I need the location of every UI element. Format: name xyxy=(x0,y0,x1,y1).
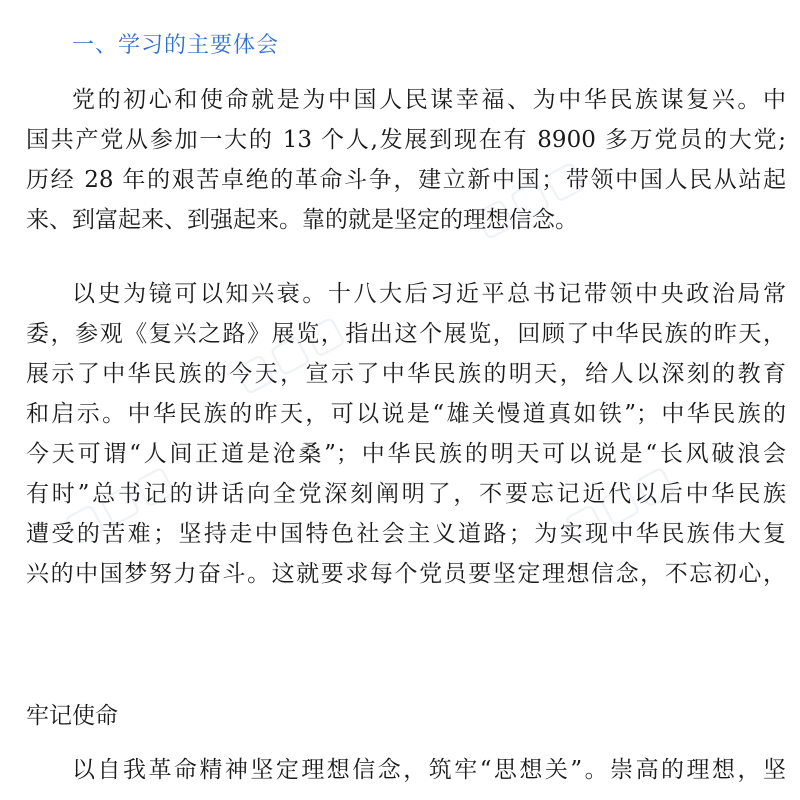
paragraph-line: 以自我革命精神坚定理想信念，筑牢“思想关”。崇高的理想，坚 xyxy=(72,757,786,783)
watermark: ▢▢▢ xyxy=(226,304,354,402)
paragraph-line: 以史为镜可以知兴衰。十八大后习近平总书记带领中央政治局常 xyxy=(72,281,786,307)
watermark: ▢▢▢ xyxy=(56,454,184,552)
paragraph-line: 遭受的苦难；坚持走中国特色社会主义道路；为实现中华民族伟大复 xyxy=(26,521,786,547)
paragraph-line: 历经 28 年的艰苦卓绝的革命斗争，建立新中国；带领中国人民从站起 xyxy=(26,167,786,193)
paragraph-line: 兴的中国梦努力奋斗。这就要求每个党员要坚定理想信念，不忘初心， xyxy=(26,561,786,587)
paragraph-line: 委，参观《复兴之路》展览，指出这个展览，回顾了中华民族的昨天， xyxy=(26,321,786,347)
paragraph-line: 国共产党从参加一大的 13 个人,发展到现在有 8900 多万党员的大党; xyxy=(26,127,786,153)
section-heading: 一、学习的主要体会 xyxy=(72,33,280,58)
paragraph-line: 和启示。中华民族的昨天，可以说是“雄关慢道真如铁”；中华民族的 xyxy=(26,401,786,427)
paragraph-line: 展示了中华民族的今天，宣示了中华民族的明天，给人以深刻的教育 xyxy=(26,361,786,387)
paragraph-line: 牢记使命 xyxy=(26,703,118,729)
paragraph-line: 有时”总书记的讲话向全党深刻阐明了，不要忘记近代以后中华民族 xyxy=(26,481,786,507)
paragraph-line: 来、到富起来、到强起来。靠的就是坚定的理想信念。 xyxy=(26,207,578,233)
paragraph-line: 今天可谓“人间正道是沧桑”；中华民族的明天可以说是“长风破浪会 xyxy=(26,441,786,467)
paragraph-line: 党的初心和使命就是为中国人民谋幸福、为中华民族谋复兴。中 xyxy=(72,87,786,113)
watermark: ▢▢▢ xyxy=(556,454,684,552)
watermark: ▢▢▢ xyxy=(466,149,594,247)
